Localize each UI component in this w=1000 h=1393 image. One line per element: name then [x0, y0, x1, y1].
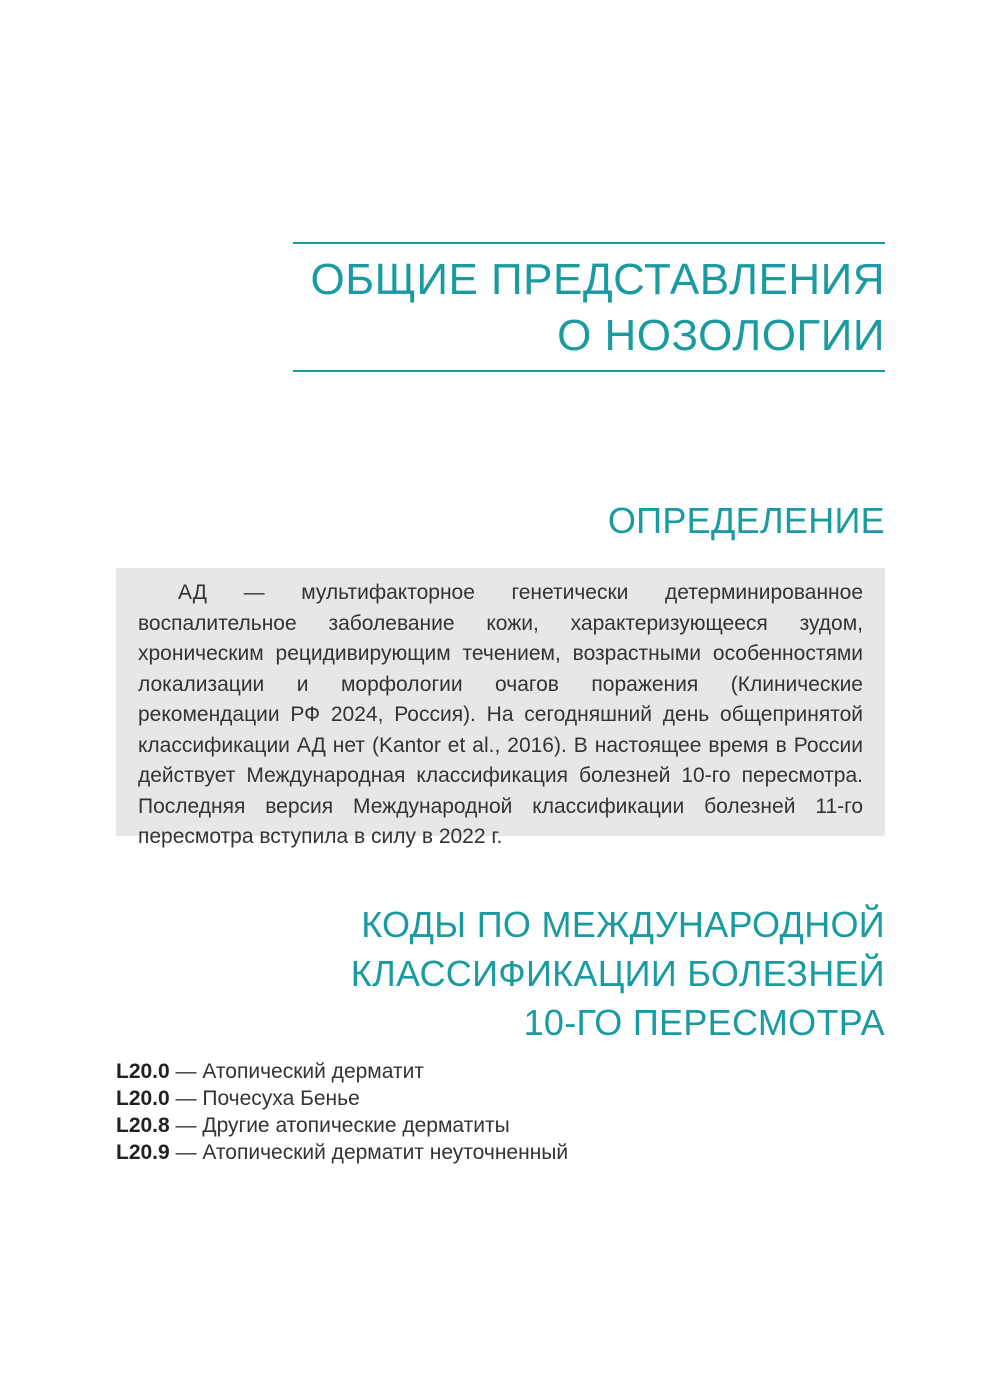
definition-section: [116, 498, 885, 544]
chapter-bottom-rule: [293, 370, 885, 372]
code-description: Другие атопические дерматиты: [202, 1114, 510, 1137]
code-separator: —: [169, 1114, 203, 1137]
code-item: [116, 1058, 885, 1085]
code-number: L20.9: [116, 1141, 170, 1164]
code-description: Атопический дерматит неуточненный: [202, 1141, 569, 1164]
codes-list: [116, 1058, 885, 1166]
code-number: L20.0: [116, 1087, 170, 1110]
code-item: [116, 1139, 885, 1166]
codes-section: [116, 900, 885, 1047]
code-separator: —: [169, 1060, 203, 1083]
codes-heading-line-2: КЛАССИФИКАЦИИ БОЛЕЗНЕЙ: [350, 953, 885, 994]
code-item: [116, 1112, 885, 1139]
codes-heading-line-1: КОДЫ ПО МЕЖДУНАРОДНОЙ: [361, 904, 885, 945]
chapter-title: [293, 244, 885, 370]
code-number: L20.8: [116, 1114, 170, 1137]
definition-text: АД — мультифакторное генетически детерминированное воспалительное заболевание кожи, характеризующееся зудом, хроническим рецидивирующим течением, возрастными особенностями локализации и морфологии очагов поражения (Клинические рекомендации РФ 2024, Россия). На сегодняшний день общепринятой классификации АД нет (Kantor et al., 2016). В настоящее время в России действует Международная классификация болезней 10-го пересмотра. Последняя версия Международной классификации болезней 11-го пересмотра вступила в силу в 2022 г.: [138, 581, 863, 848]
chapter-title-block: [293, 242, 885, 372]
code-description: Почесуха Бенье: [202, 1087, 360, 1110]
code-item: [116, 1085, 885, 1112]
codes-heading-line-3: 10-ГО ПЕРЕСМОТРА: [523, 1002, 885, 1043]
code-number: L20.0: [116, 1060, 170, 1083]
code-description: Атопический дерматит: [202, 1060, 424, 1083]
chapter-title-line-1: ОБЩИЕ ПРЕДСТАВЛЕНИЯ: [310, 255, 885, 304]
definition-heading: ОПРЕДЕЛЕНИЕ: [607, 500, 885, 541]
chapter-title-line-2: О НОЗОЛОГИИ: [557, 311, 885, 360]
definition-box: [116, 568, 885, 848]
code-separator: —: [169, 1141, 203, 1164]
codes-heading: [116, 900, 885, 1047]
code-separator: —: [169, 1087, 203, 1110]
